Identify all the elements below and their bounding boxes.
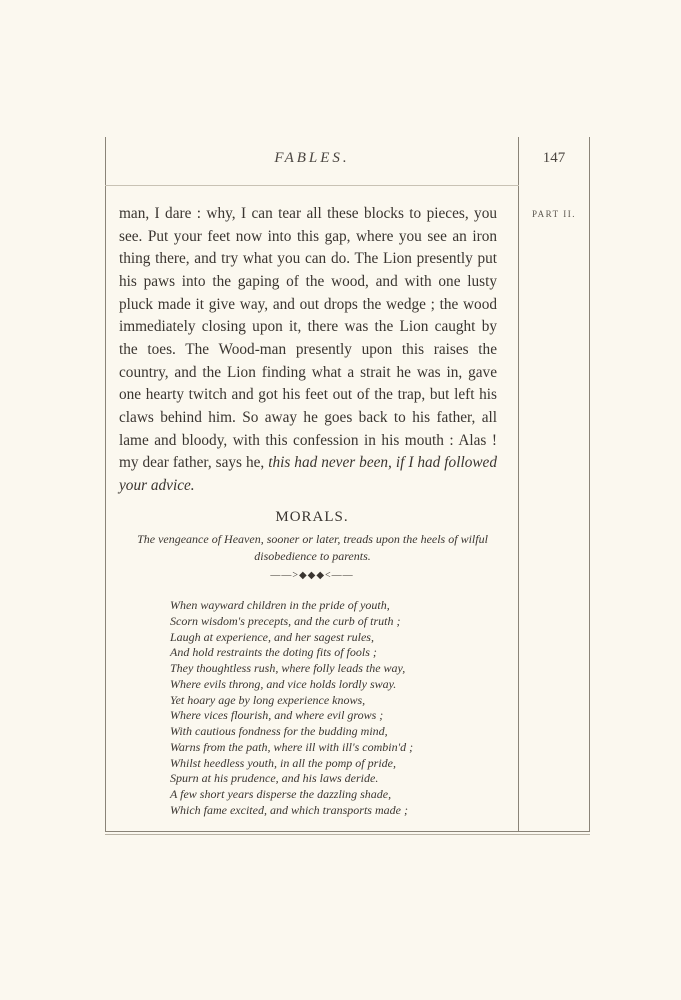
header-bottom-rule xyxy=(105,185,519,186)
margin-part-label: PART II. xyxy=(532,209,576,219)
running-title: FABLES. xyxy=(274,150,350,166)
verse-line: Spurn at his prudence, and his laws deride. xyxy=(170,771,379,786)
fable-body xyxy=(119,203,497,498)
frame-bottom-rule-thin xyxy=(105,834,590,835)
fable-paragraph xyxy=(119,203,497,498)
verse-line: Which fame excited, and which transports made ; xyxy=(170,802,408,817)
ornament-divider: ——>◆◆◆<—— xyxy=(270,570,354,581)
fable-italic-ending: this had never been, if I had followed your advice. xyxy=(119,454,497,494)
verse-line: Where vices flourish, and where evil grows ; xyxy=(170,708,384,723)
morals-heading: MORALS. xyxy=(275,509,349,525)
page-number: 147 xyxy=(542,150,566,166)
verse-line: Scorn wisdom's precepts, and the curb of truth ; xyxy=(170,613,401,628)
verse-line: When wayward children in the pride of youth, xyxy=(170,598,390,612)
frame-bottom-rule xyxy=(105,831,590,832)
column-divider-rule xyxy=(518,137,519,832)
verse-line: Laugh at experience, and her sagest rules, xyxy=(170,629,374,644)
moral-text: The vengeance of Heaven, sooner or later, treads upon the heels of wilful disobedience to parents. xyxy=(137,532,488,563)
verse-line: With cautious fondness for the budding mind, xyxy=(170,724,388,738)
verse-line: A few short years disperse the dazzling shade, xyxy=(170,787,392,801)
frame-right-rule xyxy=(589,137,590,832)
verse-line: Yet hoary age by long experience knows, xyxy=(170,692,366,707)
frame-left-rule xyxy=(105,137,106,832)
moral-verse xyxy=(170,598,413,819)
verse-line: Whilst heedless youth, in all the pomp of pride, xyxy=(170,755,396,770)
fable-text: man, I dare : why, I can tear all these blocks to pieces, you see. Put your feet now into this gap, where you see an iron thing there, and try what you can do. The Lion presently put his paws into the gaping of the wood, and with one lusty pluck made it give way, and out drops the wedge ; the wood immediately closing upon it, there was the Lion caught by the toes. The Wood-man presently upon this raises the country, and the Lion finding what a strait he was in, gave one hearty twitch and got his feet out of the trap, but left his claws behind him. So away he goes back to his father, all lame and bloody, with this confession in his mouth : Alas ! my dear father, says he, xyxy=(119,205,497,472)
verse-line: Where evils throng, and vice holds lordly sway. xyxy=(170,676,397,691)
verse-line: And hold restraints the doting fits of fools ; xyxy=(170,645,377,660)
verse-line: They thoughtless rush, where folly leads the way, xyxy=(170,661,406,675)
verse-line: Warns from the path, where ill with ill's combin'd ; xyxy=(170,739,414,754)
